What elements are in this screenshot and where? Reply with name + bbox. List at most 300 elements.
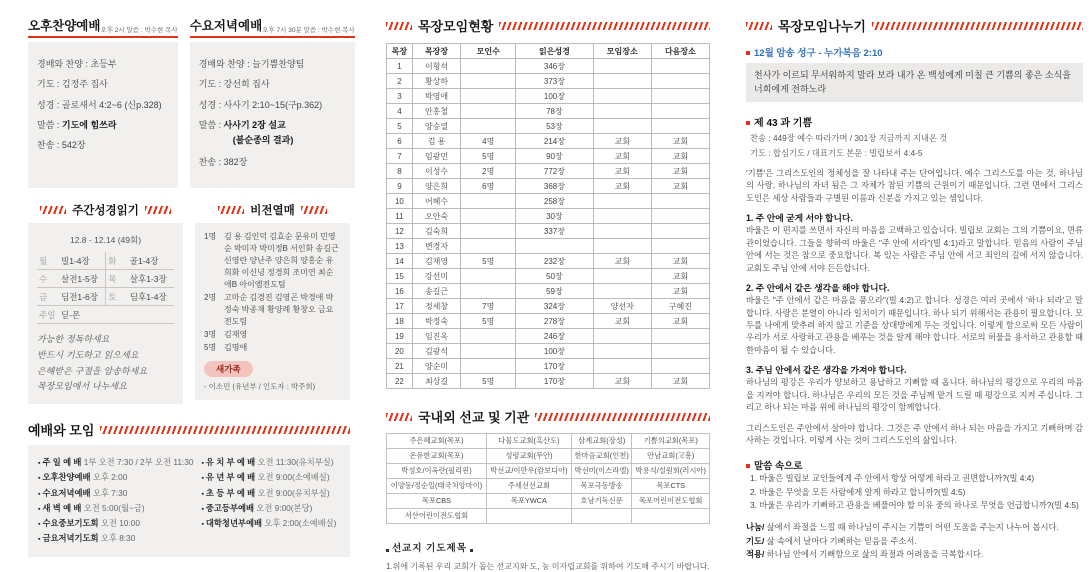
meeting-item	[38, 501, 193, 516]
table-cell: 성령교회(무안)	[486, 449, 571, 464]
table-row	[387, 509, 710, 524]
table-cell: 20	[387, 344, 413, 359]
table-cell: 교회	[593, 254, 651, 269]
table-row	[387, 74, 710, 89]
table-row	[387, 89, 710, 104]
day-label: 월	[37, 252, 59, 270]
table-cell: 3	[387, 89, 413, 104]
table-row	[387, 254, 710, 269]
table-cell: 2	[387, 74, 413, 89]
table-cell: 30장	[516, 209, 594, 224]
table-cell: 교회	[593, 149, 651, 164]
lesson-closing: 그리스도인은 주안에서 살아야 합니다. 그것은 주 안에서 하나 되는 마음을 가지고 기뻐하며 감사하는 것입니다. 이렇게 사는 것이 그리스도인의 삶입니다.	[746, 422, 1083, 445]
meeting-label: 수요중보기도회	[42, 518, 101, 528]
reading-value: 살전1-5장	[59, 270, 106, 288]
lesson-hymn: 찬송 : 449장 예수 따라가며 / 301장 지금까지 지내온 것	[750, 133, 948, 143]
lesson-point	[746, 211, 1083, 274]
table-cell: 주세선선교회	[486, 479, 571, 494]
meeting-time: 오후 2:00(소예배실)	[264, 518, 337, 528]
into-word-header	[746, 458, 1083, 472]
worship-service	[28, 16, 178, 188]
bullet-icon: ▪	[201, 490, 206, 498]
meeting-label: 새 벽 예 배	[42, 502, 84, 513]
table-cell: 교회	[593, 314, 651, 329]
service-details	[28, 42, 178, 188]
table-cell: 목포YWCA	[486, 494, 571, 509]
reading-note: 반드시 기도하고 읽으세요	[37, 350, 139, 361]
detail-value: 542장	[61, 140, 86, 150]
table-cell: 170장	[516, 359, 594, 374]
bullet-icon: ▪	[38, 536, 43, 544]
panel-right	[746, 16, 1083, 572]
table-cell: 삼계교회(장성)	[571, 434, 632, 449]
detail-label: 경배와 찬양 :	[198, 59, 253, 69]
table-cell: 14	[387, 254, 413, 269]
sharing-line	[746, 521, 1083, 534]
table-cell: 어혜수	[412, 194, 460, 209]
table-cell	[516, 239, 594, 254]
table-cell: 5명	[461, 374, 516, 389]
fruit-count: 1명	[204, 232, 217, 241]
sharing-line	[746, 535, 1083, 548]
worship-meetings-header	[28, 420, 350, 439]
section-title: 비전열매	[250, 205, 295, 217]
service-header	[190, 16, 355, 38]
table-row	[387, 209, 710, 224]
table-cell: 최상길	[412, 374, 460, 389]
table-cell: 박정숙	[412, 314, 460, 329]
table-cell: 246장	[516, 329, 594, 344]
table-cell	[461, 329, 516, 344]
table-row	[387, 344, 710, 359]
table-cell: 59장	[516, 284, 594, 299]
stripe-decoration-icon	[386, 413, 412, 421]
service-header	[28, 16, 178, 38]
meeting-label: 오후찬양예배	[42, 472, 93, 483]
table-cell: 호남기독신문	[571, 494, 632, 509]
meeting-item	[38, 516, 193, 531]
table-cell	[461, 89, 516, 104]
service-detail-row	[37, 54, 169, 74]
table-cell: 서산어린이전도협회	[387, 509, 487, 524]
table-row	[387, 104, 710, 119]
table-cell: 7명	[461, 299, 516, 314]
table-row	[387, 164, 710, 179]
meeting-item	[201, 470, 340, 485]
table-cell: 이성수	[412, 164, 460, 179]
table-cell: 16	[387, 284, 413, 299]
point-body: 하나님의 평강은 우리가 양보하고 용납하고 기뻐할 때 옵니다. 하나님의 평강으로 우리의 마음을 지켜야 합니다. 하나님은 우리의 모든 것을 주님께 맡겨 드릴 때 평강으로 지켜 주십니다. 그리고 하나 되는 마음 위에 하나님의 평강이 함께합니다.	[746, 377, 1083, 413]
table-row	[387, 269, 710, 284]
weekly-bible-reading-box	[28, 223, 183, 404]
table-cell	[593, 59, 651, 74]
into-word-questions	[746, 472, 1083, 512]
table-row	[387, 494, 710, 509]
table-cell	[461, 104, 516, 119]
square-bullet-icon	[386, 549, 389, 552]
missions-table	[386, 433, 710, 524]
table-cell: 21	[387, 359, 413, 374]
table-cell: 22	[387, 374, 413, 389]
table-cell: 9	[387, 179, 413, 194]
table-cell: 주은혜교회(목포)	[387, 434, 487, 449]
detail-label: 말씀 :	[37, 119, 62, 130]
meeting-time: 오전 11:30(유치부실)	[257, 457, 334, 467]
vision-fruit-item	[204, 329, 341, 341]
table-cell: 13	[387, 239, 413, 254]
table-cell: 50장	[516, 269, 594, 284]
table-cell: 1	[387, 59, 413, 74]
table-cell: 교회	[593, 374, 651, 389]
column-header: 모임장소	[593, 44, 651, 59]
table-cell: 교회	[593, 179, 651, 194]
section-title: 선교지 기도제목	[392, 543, 467, 554]
detail-value: 늘기쁨찬양팀	[252, 59, 305, 69]
table-cell	[461, 239, 516, 254]
reading-schedule-table	[37, 252, 174, 324]
reading-value: 딤전1-6장	[59, 288, 106, 306]
day-label: 금	[37, 288, 59, 306]
meeting-label: 주 일 예 배	[42, 457, 84, 467]
sharing-text: 삶에서 좌절을 느낄 때 하나님이 주시는 기쁨이 어떤 도움을 주는지 나누어 봅시다.	[766, 522, 1059, 533]
detail-value: 382장	[223, 156, 248, 167]
table-cell	[651, 359, 709, 374]
table-cell: 6	[387, 134, 413, 149]
table-cell: 박용석/설원희(러시아)	[632, 464, 710, 479]
service-detail-row	[37, 74, 169, 94]
section-title: 주간성경읽기	[72, 205, 139, 217]
table-cell	[593, 209, 651, 224]
table-cell	[651, 194, 709, 209]
table-cell: 박영애	[412, 89, 460, 104]
meeting-time: 오후 8:30	[100, 533, 136, 544]
table-cell: 18	[387, 314, 413, 329]
stripe-decoration-icon	[386, 22, 412, 30]
service-detail-row	[199, 95, 346, 115]
bullet-icon: ▪	[38, 490, 43, 498]
table-cell: 19	[387, 329, 413, 344]
reading-note: 목장모임에서 나누세요	[37, 382, 127, 393]
vision-fruit-item	[204, 292, 341, 328]
sharing-label: 적용/	[746, 548, 767, 559]
table-cell: 양은희	[412, 179, 460, 194]
reading-notes	[37, 333, 174, 396]
table-cell: 5명	[461, 254, 516, 269]
reading-period: 12.8 - 12.14 (49회)	[69, 235, 142, 245]
table-cell	[593, 119, 651, 134]
table-cell	[593, 344, 651, 359]
table-cell: 100장	[516, 89, 594, 104]
bullet-icon: ▪	[38, 475, 43, 483]
column-header: 다음장소	[651, 44, 709, 59]
reading-row	[37, 270, 174, 288]
detail-label: 말씀 :	[198, 119, 224, 130]
table-row	[387, 179, 710, 194]
service-subtitle: 오후 2시 말씀 : 박수현 목사	[100, 27, 178, 34]
meeting-label: 수요저녁예배	[42, 487, 93, 498]
section-title: 목장모임나누기	[778, 19, 866, 34]
reading-row	[37, 306, 174, 324]
table-cell	[651, 119, 709, 134]
table-row	[387, 374, 710, 389]
table-cell	[461, 269, 516, 284]
table-cell: 임광민	[412, 149, 460, 164]
fruit-count: 2명	[204, 293, 217, 302]
table-cell: 강선미	[412, 269, 460, 284]
into-word-title: 말씀 속으로	[754, 461, 803, 473]
meeting-time: 오전 10:00	[100, 518, 140, 528]
column-header: 모인수	[461, 44, 516, 59]
table-cell	[461, 119, 516, 134]
table-cell: 교회	[651, 134, 709, 149]
bullet-icon: ▪	[38, 460, 43, 467]
table-row	[387, 449, 710, 464]
column-header: 목장	[387, 44, 413, 59]
weekly-bible-reading-section	[28, 202, 183, 404]
table-cell: 6명	[461, 179, 516, 194]
table-cell	[593, 74, 651, 89]
table-cell: 232장	[516, 254, 594, 269]
detail-value: 강선희 집사	[223, 79, 270, 90]
fruit-names: 김 용 김인덕 김효순 문유미 민영순 박미자 박미정B 서인화 송길근 신영란 양난주 양은희 양홍순 유희화 이신녕 정경희 조미연 최순애B 아이엠전도팀	[224, 232, 339, 289]
meeting-time: 오후 2:00	[92, 472, 128, 483]
stripe-decoration-icon	[145, 206, 171, 214]
table-row	[387, 119, 710, 134]
table-cell: 이형석	[412, 59, 460, 74]
bullet-icon	[746, 121, 750, 125]
vision-fruit-list	[204, 231, 341, 354]
table-row	[387, 149, 710, 164]
meeting-time: 1부 오전 7:30 / 2부 오전 11:30	[83, 457, 194, 467]
stripe-decoration-icon	[746, 22, 772, 30]
table-cell	[632, 509, 710, 524]
table-cell: 15	[387, 269, 413, 284]
vision-fruit-box	[195, 223, 350, 400]
meeting-time: 오전 9:00(본당)	[256, 502, 313, 513]
table-cell: 온유한교회(목포)	[387, 449, 487, 464]
reading-note: 가능한 정독하세요	[37, 335, 110, 345]
table-cell: 90장	[516, 149, 594, 164]
detail-label: 경배와 찬양 :	[37, 59, 91, 69]
new-family-badge: 새가족	[204, 361, 253, 377]
table-cell	[651, 104, 709, 119]
question-line: 3. 바울은 우리가 기뻐하고 관용을 베풀어야 할 이유 중의 하나로 무엇을 언급합니까?(빌 4:5)	[750, 499, 1079, 510]
service-detail-row	[199, 115, 346, 146]
fruit-count: 3명	[204, 330, 217, 339]
table-cell: 박선교/이만우(캄보디아)	[486, 464, 571, 479]
bullet-icon: ▪	[201, 505, 206, 513]
meeting-item	[38, 531, 193, 546]
meeting-item	[201, 455, 340, 470]
meeting-time: 오전 9:00(소예배실)	[257, 472, 330, 483]
meeting-item	[38, 455, 193, 470]
table-cell	[651, 239, 709, 254]
lesson-points	[746, 211, 1083, 413]
fruit-names: 김명애	[224, 343, 248, 352]
worship-meetings-col-right	[201, 455, 340, 547]
reading-value: 딤후1-4장	[128, 288, 174, 306]
sharing-section-header	[746, 16, 1083, 35]
table-cell: 김숙희	[412, 224, 460, 239]
table-cell: 송길근	[412, 284, 460, 299]
service-subtitle: 오후 7시 30분 말씀 : 박수현 목사	[262, 27, 355, 34]
table-header-row	[387, 44, 710, 59]
vision-fruit-item	[204, 231, 341, 291]
reading-value: 빌1-4장	[59, 252, 106, 270]
table-cell	[651, 209, 709, 224]
table-cell: 교회	[593, 134, 651, 149]
table-cell: 교회	[651, 374, 709, 389]
question-line: 1. 바울은 빌립보 교인들에게 주 안에서 항상 어떻게 하라고 권면합니까?(빌 4:4)	[750, 473, 1035, 484]
table-cell: 안홍철	[412, 104, 460, 119]
service-detail-row	[199, 74, 346, 94]
table-cell	[486, 509, 571, 524]
missions-header	[386, 407, 710, 426]
table-cell: 박선미(이스라엘)	[571, 464, 632, 479]
vision-fruit-item	[204, 342, 341, 354]
table-cell	[593, 359, 651, 374]
detail-value: 골로새서 4:2~6 (신p.328)	[61, 99, 162, 110]
table-row	[387, 434, 710, 449]
left-middle-sections	[28, 202, 350, 404]
table-cell	[461, 59, 516, 74]
table-cell: 양순미	[412, 359, 460, 374]
stripe-decoration-icon	[100, 426, 350, 434]
detail-label: 찬송 :	[37, 140, 62, 150]
bullet-icon: ▪	[201, 460, 206, 467]
detail-label: 기도 :	[37, 79, 62, 90]
column-header: 목장장	[412, 44, 460, 59]
bullet-icon: ▪	[201, 475, 206, 483]
new-family-line: - 이소민 (유년부 / 인도자 : 박주희)	[204, 382, 316, 391]
table-row	[387, 134, 710, 149]
sharing-text: 하나님 안에서 기뻐함으로 삶의 좌절과 어려움을 극복합시다.	[766, 548, 984, 559]
sharing-label: 기도/	[746, 535, 767, 546]
stripe-decoration-icon	[535, 413, 710, 421]
meeting-time: 오후 7:30	[92, 487, 128, 498]
lesson-point	[746, 281, 1083, 356]
table-cell: 임진옥	[412, 329, 460, 344]
section-title: 목장모임현황	[418, 19, 494, 34]
table-cell	[593, 104, 651, 119]
reading-row	[37, 252, 174, 270]
table-cell	[651, 344, 709, 359]
panel-left	[28, 16, 355, 572]
table-cell: 목포CBS	[387, 494, 487, 509]
table-cell: 정세창	[412, 299, 460, 314]
panel-middle	[386, 16, 710, 572]
meeting-label: 금요저녁기도회	[42, 533, 101, 544]
mission-prayer-header	[386, 540, 710, 554]
meeting-label: 대학청년부예배	[205, 518, 265, 528]
bullet-icon	[746, 51, 750, 55]
table-row	[387, 224, 710, 239]
table-cell: 324장	[516, 299, 594, 314]
fruit-count: 5명	[204, 343, 217, 352]
table-cell: 변경자	[412, 239, 460, 254]
table-cell: 258장	[516, 194, 594, 209]
table-cell: 17	[387, 299, 413, 314]
reading-value: 딛-몬	[59, 306, 174, 324]
detail-value: 기도에 힘쓰라	[61, 119, 117, 130]
stripe-decoration-icon	[301, 206, 327, 214]
service-title: 수요저녁예배	[189, 19, 263, 33]
stripe-decoration-icon	[499, 22, 710, 30]
table-row	[387, 194, 710, 209]
table-cell	[651, 329, 709, 344]
lesson-point	[746, 363, 1083, 413]
service-title: 오후찬양예배	[28, 19, 101, 33]
table-row	[387, 299, 710, 314]
square-bullet-icon	[470, 549, 473, 552]
table-cell: 목포어린이전도협회	[632, 494, 710, 509]
table-cell: 100장	[516, 344, 594, 359]
table-cell: 교회	[651, 149, 709, 164]
fruit-names: 김재영	[224, 330, 248, 339]
service-detail-row	[37, 135, 169, 155]
worship-meetings-box	[28, 445, 350, 557]
reading-value: 살후1-3장	[128, 270, 174, 288]
table-cell: 김광석	[412, 344, 460, 359]
table-cell: 5명	[461, 314, 516, 329]
table-row	[387, 59, 710, 74]
sharing-label: 나눔/	[746, 522, 767, 533]
reading-row	[37, 288, 174, 306]
lesson-title-text: 제 43 과 기쁨	[754, 118, 813, 129]
service-detail-row	[199, 54, 346, 74]
table-row	[387, 464, 710, 479]
detail-value: 김정주 집사	[61, 79, 108, 90]
table-cell: 교회	[651, 254, 709, 269]
meeting-item	[38, 486, 193, 501]
table-cell: 목포CTS	[632, 479, 710, 494]
meeting-item	[38, 470, 193, 485]
table-cell	[461, 224, 516, 239]
table-cell: 황상하	[412, 74, 460, 89]
table-cell	[461, 209, 516, 224]
table-cell: 4	[387, 104, 413, 119]
table-cell: 기쁨의교회(목포)	[632, 434, 710, 449]
table-cell	[593, 269, 651, 284]
reading-value: 골1-4장	[128, 252, 174, 270]
point-heading: 2. 주 안에서 같은 생각을 해야 합니다.	[746, 283, 890, 294]
meeting-status-table	[386, 43, 710, 389]
point-heading: 1. 주 안에 굳게 서야 합니다.	[746, 213, 853, 224]
table-cell	[461, 194, 516, 209]
meeting-label: 초 등 부 예 배	[205, 487, 258, 498]
table-cell: 양선자	[593, 299, 651, 314]
detail-value-line2: (불순종의 결과)	[232, 135, 294, 145]
table-cell: 한마음교회(인천)	[571, 449, 632, 464]
sharing-text: 삶 속에서 날마다 기뻐하는 믿음을 주소서.	[766, 535, 917, 546]
service-detail-row	[37, 115, 169, 135]
reading-note: 은혜받은 구절을 암송하세요	[37, 366, 148, 377]
memory-verse-label-text: 12월 암송 성구 - 누가복음 2:10	[754, 48, 883, 59]
worship-meetings-section	[28, 420, 350, 557]
column-header: 읽은성경	[516, 44, 594, 59]
vision-fruit-header	[195, 202, 350, 218]
meeting-label: 중고등부예배	[205, 502, 257, 513]
bullet-icon: ▪	[38, 521, 43, 528]
mission-prayer-line: 1.위에 기록된 우리 교회가 돕는 선교지와 도, 농 미자립교회를 위하여 기도해 주시기 바랍니다.	[386, 562, 710, 571]
table-row	[387, 239, 710, 254]
table-cell: 5명	[461, 149, 516, 164]
table-cell: 목포극동방송	[571, 479, 632, 494]
table-cell: 53장	[516, 119, 594, 134]
table-cell	[593, 284, 651, 299]
table-cell	[593, 89, 651, 104]
point-heading: 3. 주님 안에서 같은 생각을 가져야 합니다.	[746, 365, 907, 376]
